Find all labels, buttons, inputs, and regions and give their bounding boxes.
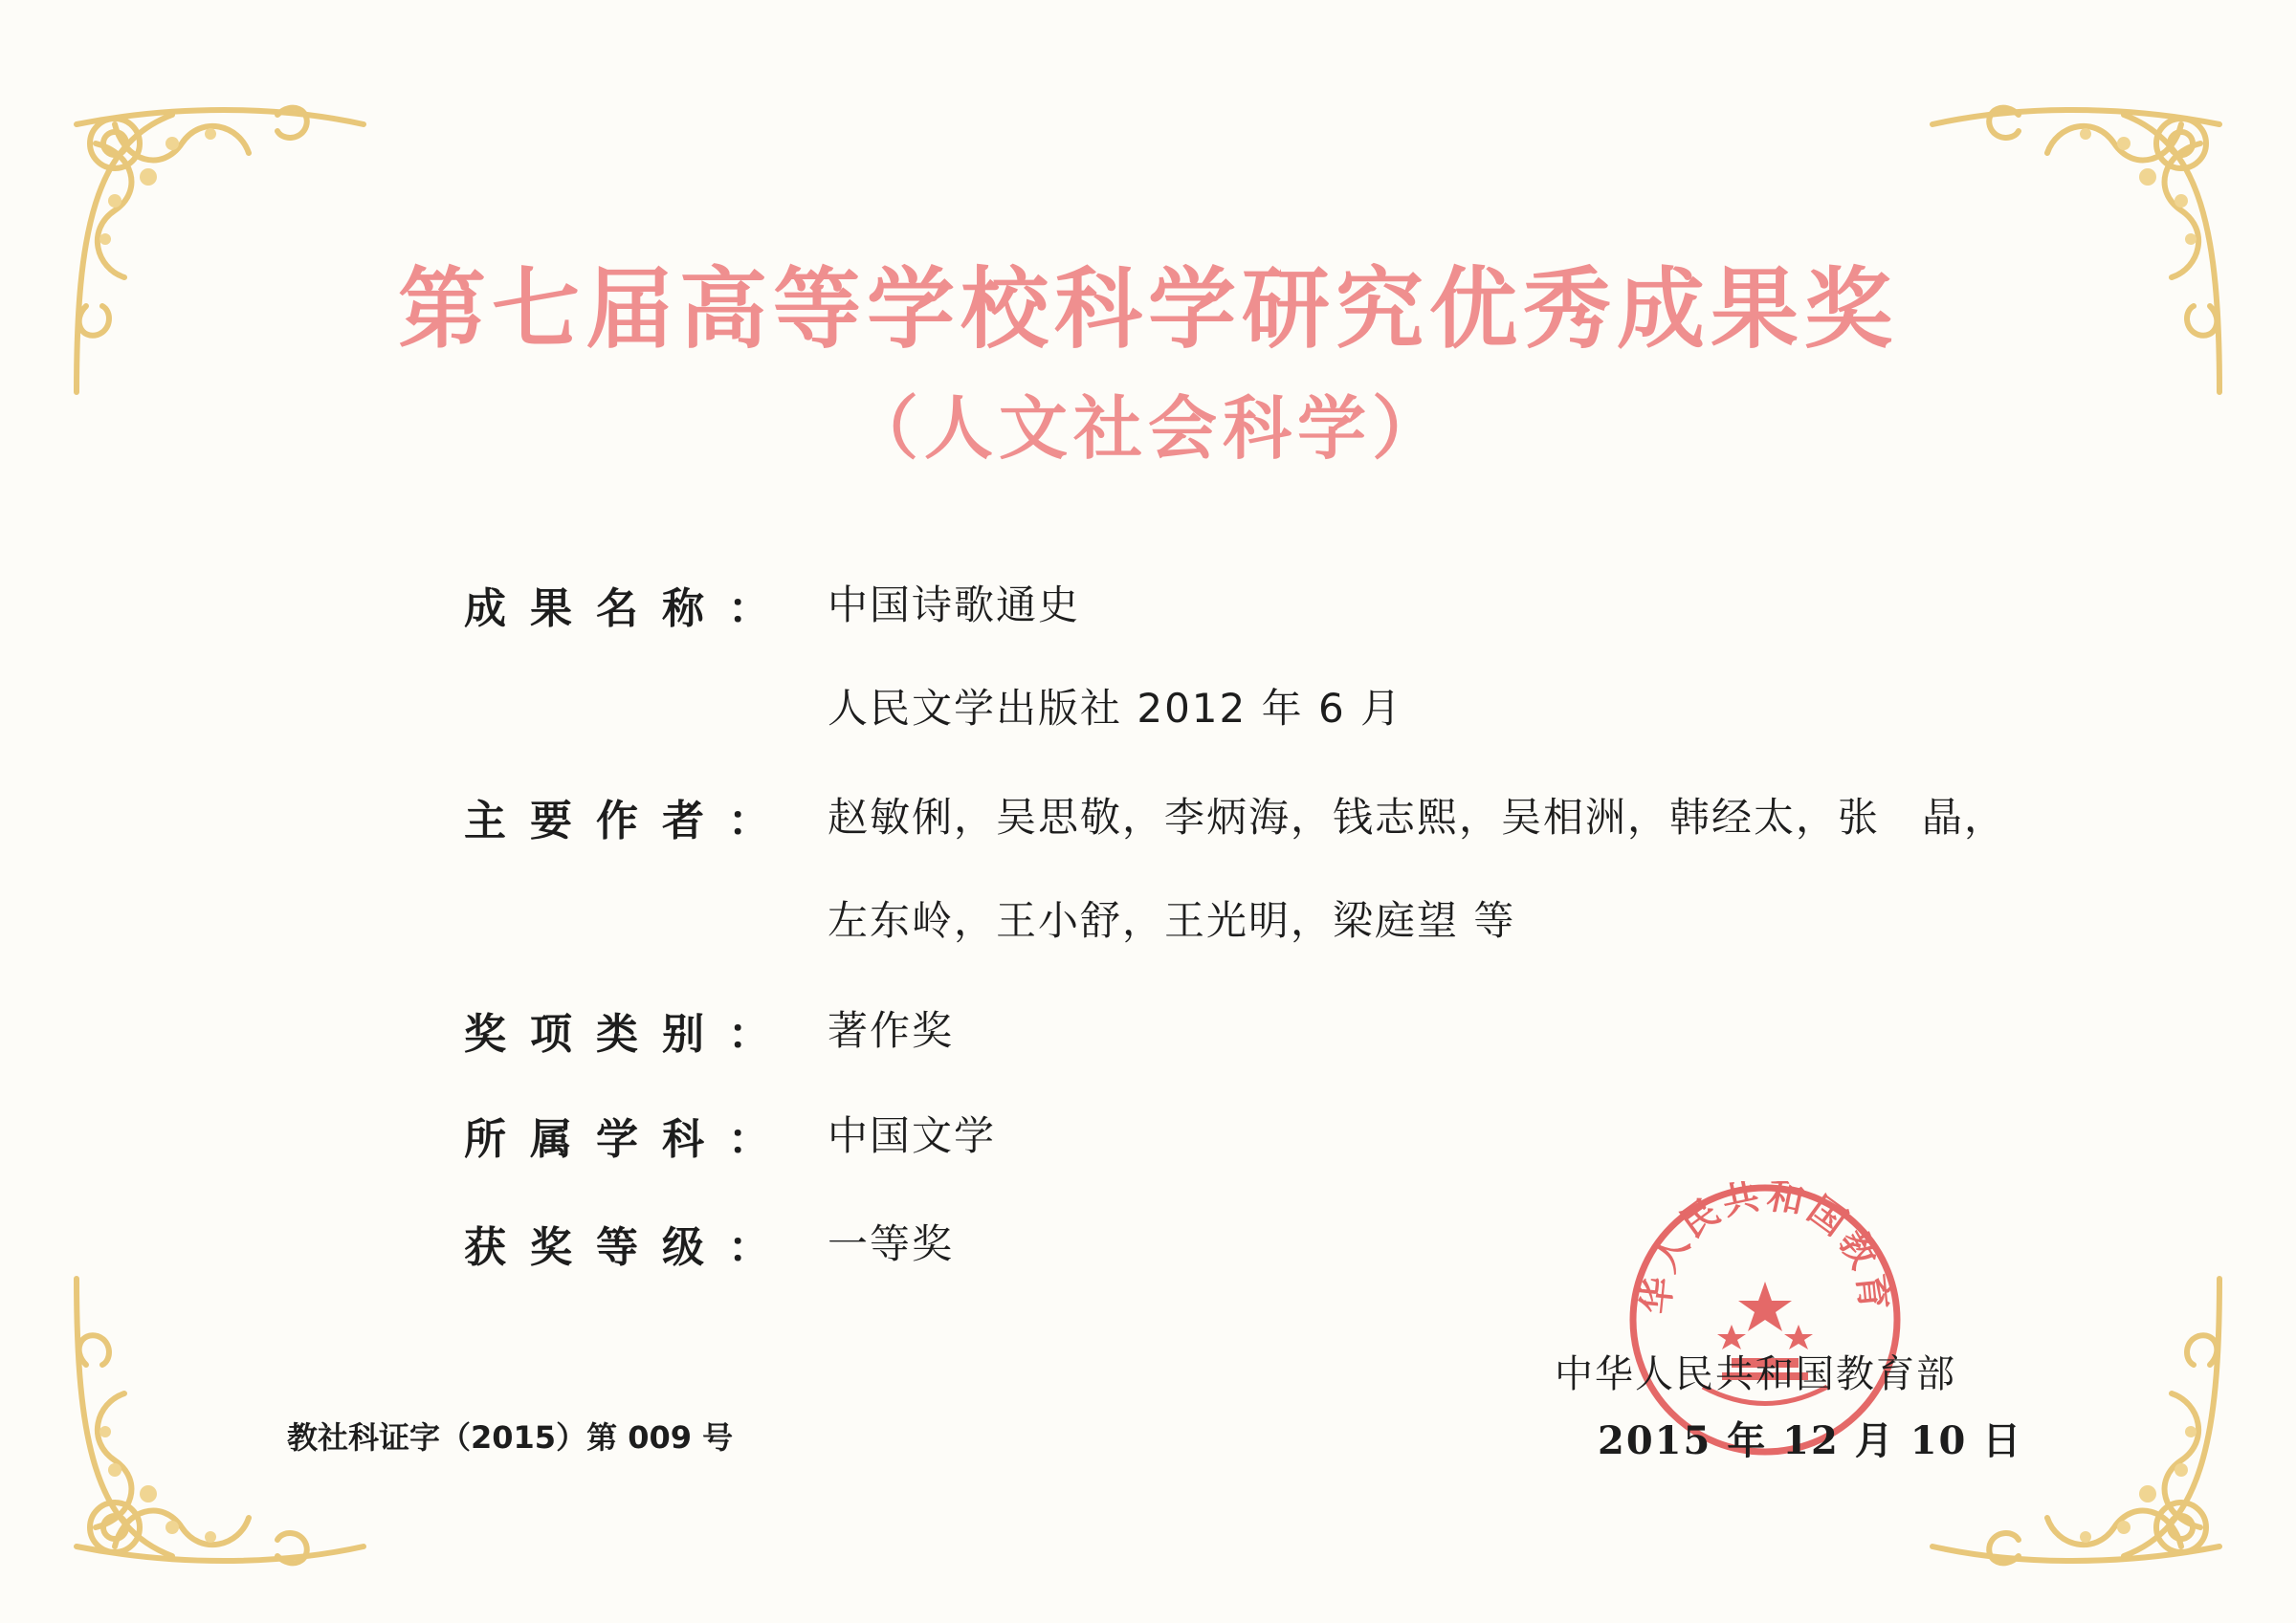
issue-date: 2015 年 12 月 10 日 bbox=[1598, 1418, 2023, 1463]
publisher-value: 人民文学出版社 2012 年 6 月 bbox=[828, 685, 1403, 732]
certificate-title: 第七届高等学校科学研究优秀成果奖 bbox=[397, 258, 1898, 361]
achievement-label: 成 果 名 称 ： bbox=[464, 584, 770, 633]
achievement-value: 中国诗歌通史 bbox=[828, 581, 1081, 628]
category-label: 奖 项 类 别 ： bbox=[464, 1010, 770, 1059]
issuer-name: 中华人民共和国教育部 bbox=[1555, 1352, 1956, 1396]
discipline-value: 中国文学 bbox=[828, 1112, 997, 1159]
certificate-subtitle: （人文社会科学） bbox=[849, 388, 1446, 469]
certificate-number: 教社科证字（2015）第 009 号 bbox=[287, 1419, 734, 1456]
category-value: 著作奖 bbox=[828, 1007, 955, 1054]
grade-value: 一等奖 bbox=[828, 1220, 955, 1267]
authors-label: 主 要 作 者 ： bbox=[464, 797, 770, 845]
authors-line-2: 左东岭，王小舒，王光明，梁庭望 等 bbox=[828, 897, 1516, 944]
grade-label: 获 奖 等 级 ： bbox=[464, 1223, 770, 1272]
authors-line-1: 赵敏俐，吴思敬，李炳海，钱志熙，吴相洲，韩经太，张 晶， bbox=[828, 794, 2007, 841]
discipline-label: 所 属 学 科 ： bbox=[464, 1115, 770, 1164]
seal-text: 华人民共和国教育 bbox=[1634, 1181, 1896, 1316]
